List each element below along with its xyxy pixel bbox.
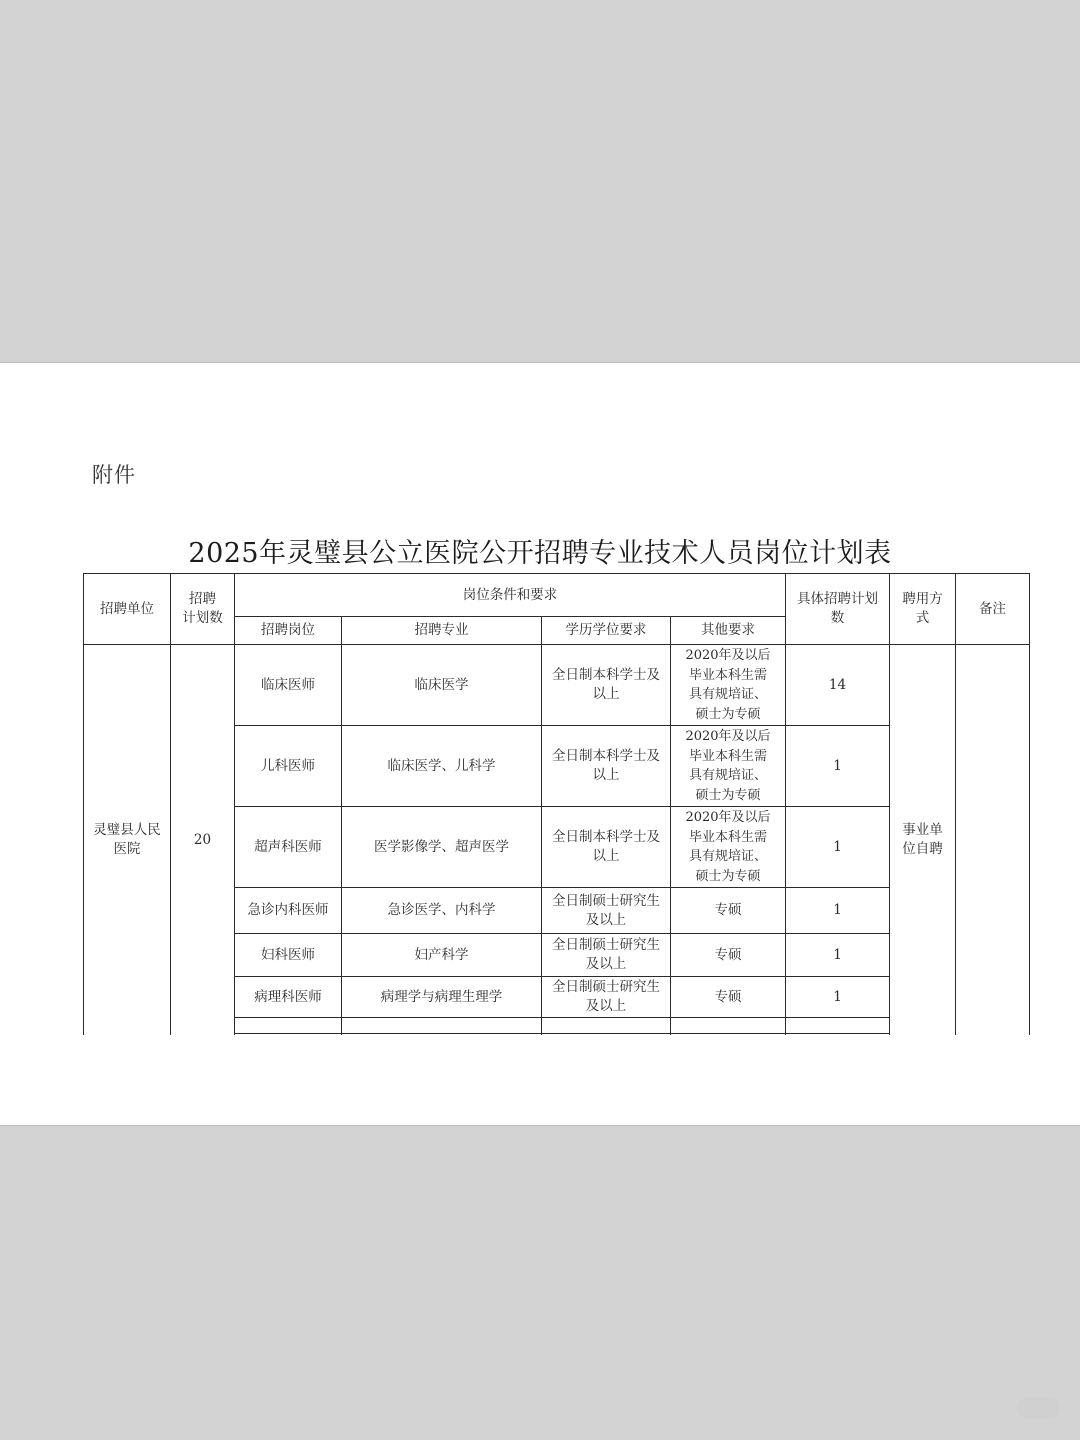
plan-total-cell: 20 [193, 831, 212, 848]
header-remarks: 备注 [979, 600, 1006, 617]
row-position: 妇科医师 [261, 946, 315, 963]
watermark-badge [1016, 1398, 1060, 1418]
row-education: 全日制本科学士及 以上 [552, 829, 660, 864]
header-conditions-group: 岗位条件和要求 [462, 586, 558, 603]
row-other-requirements: 2020年及以后 毕业本科生需 具有规培证、 硕士为专硕 [685, 729, 771, 803]
row-count: 1 [833, 757, 842, 774]
header-position: 招聘岗位 [261, 622, 315, 638]
row-major: 临床医学、儿科学 [387, 757, 496, 774]
header-specific-count: 具体招聘计划 数 [797, 591, 878, 626]
row-major: 临床医学 [414, 676, 469, 693]
row-other-requirements: 专硕 [714, 946, 742, 963]
unit-name-cell: 灵璧县人民 医院 [93, 822, 161, 857]
table-border-right [1029, 573, 1030, 1035]
remarks-cell [956, 645, 1029, 1035]
row-other-requirements: 专硕 [714, 902, 742, 918]
document-page [0, 362, 1080, 1126]
header-method: 聘用方 式 [902, 591, 943, 626]
row-count: 1 [833, 902, 842, 918]
row-other-requirements: 专硕 [714, 988, 742, 1005]
row-major: 医学影像学、超声医学 [374, 838, 509, 855]
row-count: 1 [833, 988, 842, 1005]
row-position: 病理科医师 [254, 988, 322, 1005]
table-rule [234, 1017, 890, 1018]
header-other: 其他要求 [701, 622, 755, 638]
document-title: 2025年灵璧县公立医院公开招聘专业技术人员岗位计划表 [188, 538, 892, 569]
row-major: 急诊医学、内科学 [387, 902, 496, 918]
header-education: 学历学位要求 [565, 622, 647, 638]
recruitment-table [0, 363, 1080, 1125]
row-education: 全日制硕士研究生 及以上 [552, 937, 660, 972]
header-major: 招聘专业 [414, 622, 469, 638]
row-other-requirements: 2020年及以后 毕业本科生需 具有规培证、 硕士为专硕 [685, 648, 771, 722]
row-education: 全日制硕士研究生 及以上 [552, 979, 660, 1014]
row-count: 14 [828, 676, 847, 693]
row-education: 全日制硕士研究生 及以上 [552, 892, 660, 928]
hiring-method-cell: 事业单 位自聘 [902, 822, 943, 857]
row-position: 超声科医师 [254, 838, 322, 855]
row-major: 妇产科学 [414, 946, 469, 963]
header-unit: 招聘单位 [100, 600, 154, 617]
row-position: 急诊内科医师 [247, 902, 329, 918]
row-count: 1 [833, 946, 842, 963]
attachment-label: 附件 [92, 463, 136, 487]
header-plan-count: 招聘 计划数 [182, 591, 223, 626]
row-other-requirements: 2020年及以后 毕业本科生需 具有规培证、 硕士为专硕 [685, 810, 771, 884]
row-education: 全日制本科学士及 以上 [552, 667, 660, 702]
row-major: 病理学与病理生理学 [380, 988, 503, 1005]
row-count: 1 [833, 838, 842, 855]
row-position: 儿科医师 [261, 757, 315, 774]
table-rule [234, 1033, 890, 1034]
row-position: 临床医师 [261, 676, 315, 693]
row-education: 全日制本科学士及 以上 [552, 748, 660, 783]
